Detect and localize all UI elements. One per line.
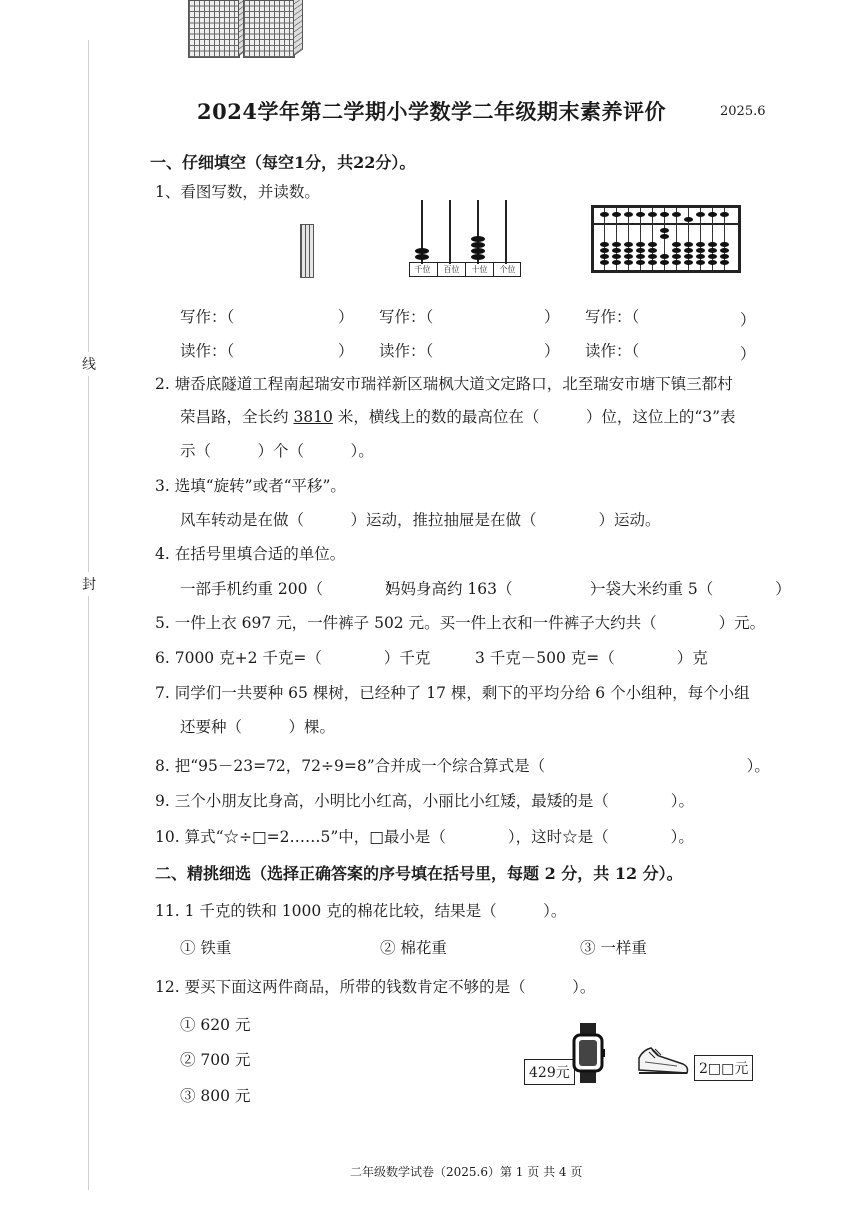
question-5: 5. 一件上衣 697 元，一件裤子 502 元。买一件上衣和一件裤子大约共（ ）元。: [155, 614, 766, 632]
read-blank-2-close: ）: [544, 342, 560, 360]
question-3: 3. 选填“旋转”或者“平移”。: [155, 477, 346, 495]
question-3-blanks: 风车转动是在做（ ）运动，推拉抽屉是在做（ ）运动。: [180, 511, 661, 529]
question-10: 10. 算式“☆÷□=2……5”中，□最小是（ ），这时☆是（ ）。: [155, 828, 694, 846]
read-blank-2[interactable]: 读作：（: [379, 342, 434, 360]
page-title: 2024学年第二学期小学数学二年级期末素养评价: [197, 99, 666, 124]
question-6-a: 6. 7000 克+2 千克=（ ）千克: [155, 649, 431, 667]
section-2-heading: 二、精挑细选（选择正确答案的序号填在括号里，每题 2 分，共 12 分）。: [155, 864, 683, 883]
write-blank-2-close: ）: [544, 308, 560, 326]
question-2-line-3: 示（ ）个（ ）。: [180, 442, 374, 460]
question-4-item-rice: 一袋大米约重 5（ ）: [590, 580, 791, 598]
question-11-option-c[interactable]: ③ 一样重: [580, 939, 647, 957]
question-11-option-b[interactable]: ② 棉花重: [380, 939, 447, 957]
watch-icon: [570, 1023, 606, 1083]
question-2-line-2: 荣昌路，全长约 3810 米，横线上的数的最高位在（ ）位，这位上的“3”表: [180, 408, 736, 426]
place-label-tens: 十位: [465, 263, 493, 276]
question-12: 12. 要买下面这两件商品，所带的钱数肯定不够的是（ ）。: [155, 978, 596, 996]
write-blank-2[interactable]: 写作：（: [379, 308, 434, 326]
question-11-option-a[interactable]: ① 铁重: [180, 939, 232, 957]
question-12-option-b[interactable]: ② 700 元: [180, 1051, 251, 1069]
binding-mark-seal: 封: [82, 572, 96, 596]
shoes-price-tag: 2□□元: [694, 1055, 753, 1081]
write-blank-1[interactable]: 写作：（: [180, 308, 235, 326]
thousand-cube: [243, 0, 295, 58]
read-blank-1[interactable]: 读作：（: [180, 342, 235, 360]
place-label-ones: 个位: [493, 263, 521, 276]
question-12-option-c[interactable]: ③ 800 元: [180, 1087, 251, 1105]
question-12-option-a[interactable]: ① 620 元: [180, 1016, 251, 1034]
question-4-item-height: 妈妈身高约 163（ ）: [385, 580, 606, 598]
place-label-thousands: 千位: [414, 265, 431, 274]
question-2-line-1: 2. 塘岙底隧道工程南起瑞安市瑞祥新区瑞枫大道文定路口，北至瑞安市塘下镇三都村: [155, 375, 733, 393]
write-blank-3-close: ）: [740, 311, 756, 329]
counting-frame-image: [409, 200, 521, 280]
read-blank-3[interactable]: 读作：（: [585, 342, 640, 360]
bead: [415, 254, 429, 260]
write-blank-1-close: ）: [338, 308, 354, 326]
question-4-item-phone: 一部手机约重 200（ ）: [180, 580, 401, 598]
watch-price-tag: 429元: [524, 1059, 575, 1085]
write-blank-3[interactable]: 写作：（: [585, 308, 640, 326]
read-blank-1-close: ）: [338, 342, 354, 360]
binding-line: [88, 40, 89, 1190]
exam-date: 2025.6: [720, 104, 766, 119]
binding-mark-line: 线: [82, 352, 96, 376]
question-9: 9. 三个小朋友比身高，小明比小红高，小丽比小红矮，最矮的是（ ）。: [155, 792, 694, 810]
section-1-heading: 一、仔细填空（每空1分，共22分）。: [150, 153, 416, 172]
abacus-image: [591, 205, 741, 273]
hundred-flats: [300, 224, 314, 278]
question-4: 4. 在括号里填合适的单位。: [155, 545, 346, 563]
read-blank-3-close: ）: [740, 345, 756, 363]
shoes-icon: [637, 1040, 691, 1078]
question-1: 1、看图写数，并读数。: [155, 183, 320, 201]
bead: [471, 254, 485, 260]
question-8: 8. 把“95－23=72，72÷9=8”合并成一个综合算式是（ ）。: [155, 757, 770, 775]
question-11: 11. 1 千克的铁和 1000 克的棉花比较，结果是（ ）。: [155, 902, 567, 920]
question-6-b: 3 千克－500 克=（ ）克: [475, 649, 708, 667]
place-label-hundreds: 百位: [437, 263, 465, 276]
question-7-line-1: 7. 同学们一共要种 65 棵树，已经种了 17 棵，剩下的平均分给 6 个小组种，每个小组: [155, 684, 750, 702]
thousand-cube: [188, 0, 240, 58]
question-7-line-2: 还要种（ ）棵。: [180, 718, 336, 736]
page-footer: 二年级数学试卷（2025.6）第 1 页 共 4 页: [350, 1165, 583, 1179]
